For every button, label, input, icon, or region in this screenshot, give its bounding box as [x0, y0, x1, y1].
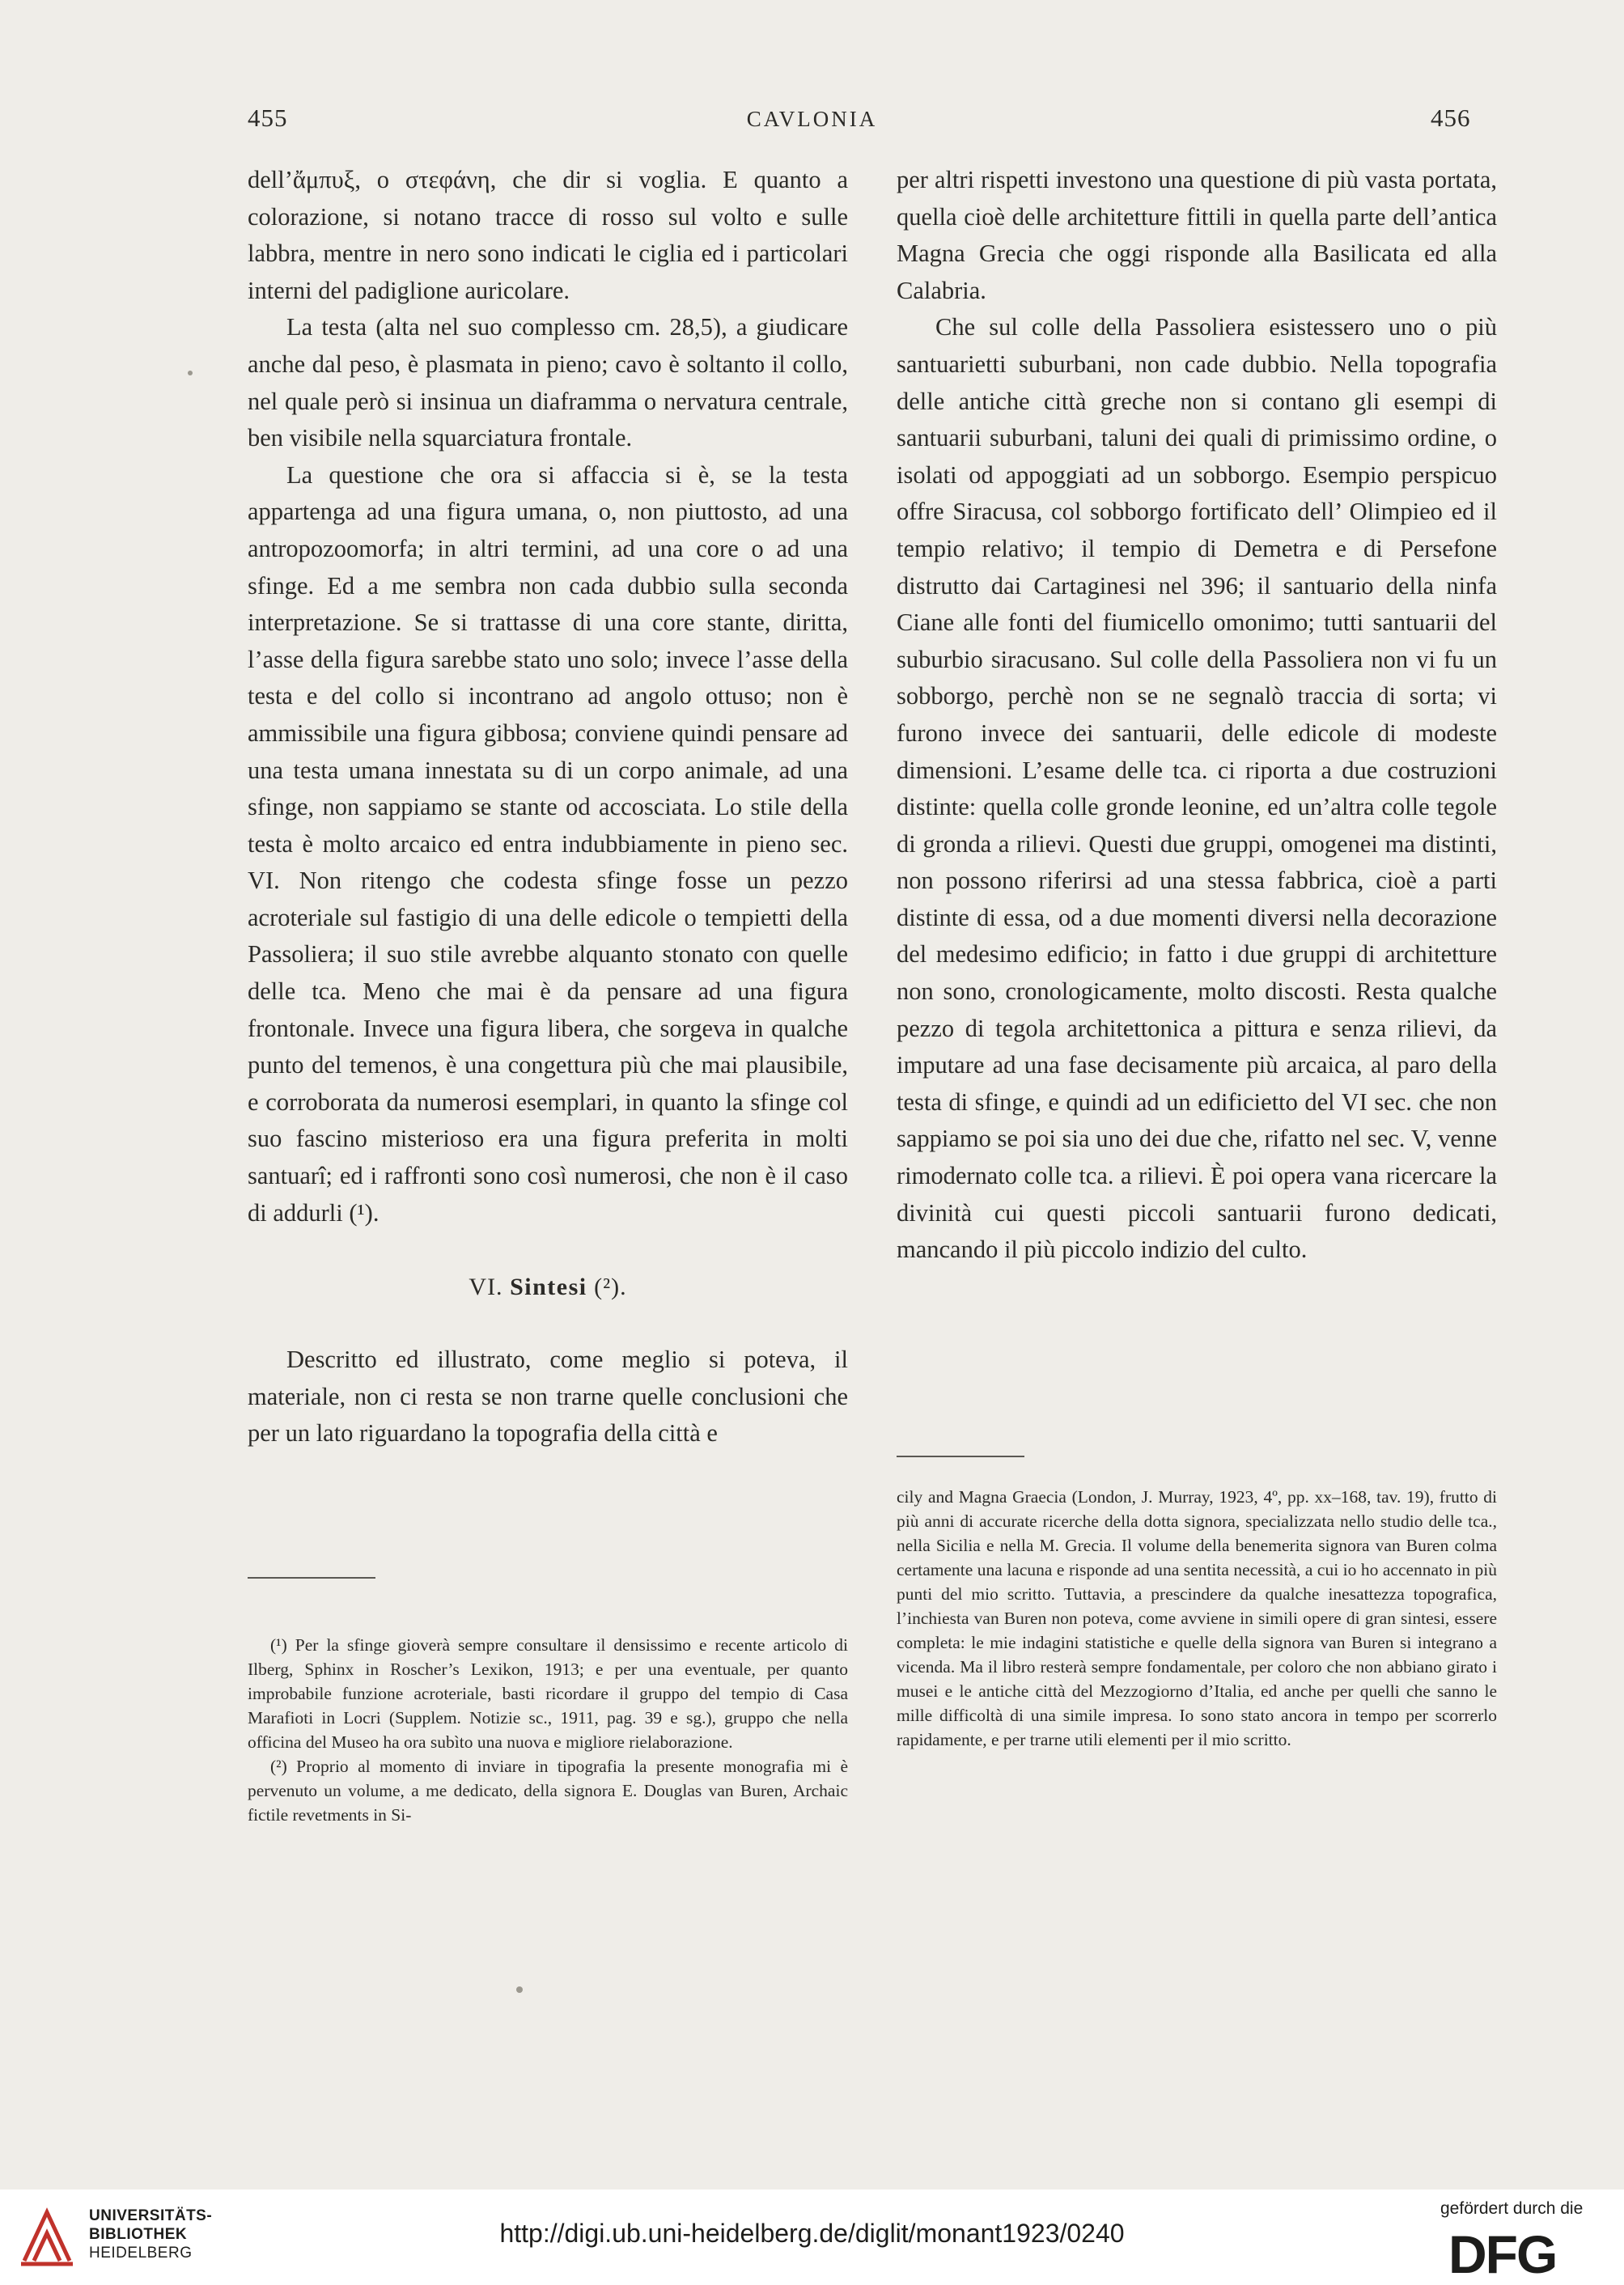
- paragraph: La questione che ora si affaccia si è, se la testa appartenga ad una figura umana, o, non piuttosto, ad una antropozoomorfa; in altri termini, ad una core o ad una sfinge. Ed a me sembra non cada dubbio sulla seconda interpretazione. Se si trattasse di una core stante, diritta, l’asse della figura sarebbe stato uno solo; invece l’asse della testa e del collo si incontrano ad angolo ottuso; non è ammissibile una figura gibbosa; conviene quindi pensare ad una testa umana innestata su di un corpo animale, ad una sfinge, non sappiamo se stante od accosciata. Lo stile della testa è molto arcaico ed entra indubbiamente in pieno sec. VI. Non ritengo che codesta sfinge fosse un pezzo acroteriale sul fastigio di una delle edicole o tempietti della Passoliera; il suo stile avrebbe alquanto stonato con quelle delle tca. Meno che mai è da pensare ad una figura frontonale. Invece una figura libera, che sorgeva in qualche punto del temenos, è una congettura più che mai plausibile, e corroborata da numerosi esemplari, in quanto la sfinge col suo fascino misterioso era una figura preferita in molti santuarî; ed i raffronti sono così numerosi, che non è il caso di addurli (¹).: [248, 460, 848, 1227]
- section-note-ref: (²).: [594, 1274, 627, 1301]
- paragraph: per altri rispetti investono una questione di più vasta portata, quella cioè delle architetture fittili in quella parte dell’antica Magna Grecia che oggi risponde alla Basilicata ed alla Calabria.: [897, 166, 1497, 304]
- paragraph: Che sul colle della Passoliera esistessero uno o più santuarietti suburbani, non cade dubbio. Nella topografia delle antiche città greche non si contano gli esempi di santuarii suburbani, taluni dei quali di primissimo ordine, o isolati od appoggiati ad un sobborgo. Esempio perspicuo offre Siracusa, col sobborgo fortificato dell’ Olimpieo ed il tempio relativo; il tempio di Demetra e di Persefone distrutto dai Cartaginesi nel 396; il santuario della ninfa Ciane alle fonti del fiumicello omonimo; tutti santuarii del suburbio siracusano. Sul colle della Passoliera non vi fu un sobborgo, perchè non se ne segnalò traccia di sorta; vi furono invece dei santuarii, delle edicole di modeste dimensioni. L’esame delle tca. ci riporta a due costruzioni distinte: quella colle gronde leonine, ed un’altra colle tegole di gronda a rilievi. Questi due gruppi, omogenei ma distinti, non possono riferirsi ad una stessa fabbrica, cioè a parti distinte di essa, od a due momenti diversi nella decorazione del medesimo edificio; in fatto i due gruppi di architetture non sono, cronologicamente, molto discosti. Resta qualche pezzo di tegola architettonica a pittura e senza rilievi, da imputare ad una fase decisamente più arcaica, al paro della testa di sfinge, e quindi ad un edificietto del VI sec. che non sappiamo se poi sia uno dei due che, rifatto nel sec. V, venne rimodernato colle tca. a rilievi. È poi opera vana ricercare la divinità cui questi piccoli santuarii furono dedicati, mancando il più piccolo indizio del culto.: [897, 313, 1497, 1264]
- footnotes-right: [897, 1485, 1497, 1752]
- permalink-url[interactable]: http://digi.ub.uni-heidelberg.de/diglit/monant1923/0240: [499, 2219, 1125, 2248]
- footnotes-left: [248, 1633, 848, 1827]
- scan-speck: [188, 371, 193, 375]
- left-column: [248, 162, 848, 1452]
- scan-speck: [516, 1986, 523, 1993]
- library-name-line2: BIBLIOTHEK: [89, 2226, 188, 2243]
- paragraph: Descritto ed illustrato, come meglio si poteva, il materiale, non ci resta se non trarne quelle conclusioni che per un lato riguardano la topografia della città e: [248, 1346, 848, 1448]
- paragraph: La testa (alta nel suo complesso cm. 28,5), a giudicare anche dal peso, è plasmata in pieno; cavo è soltanto il collo, nel quale però si insinua un diaframma o nervatura centrale, ben visibile nella squarciatura frontale.: [248, 313, 848, 452]
- funding-caption: gefördert durch die: [1440, 2199, 1584, 2218]
- footnote-continuation: cily and Magna Graecia (London, J. Murray, 1923, 4º, pp. xx–168, tav. 19), frutto di più anni di accurate ricerche della dotta signora, specializzata nello studio delle tca., nella Sicilia e nella M. Grecia. Il volume della benemerita signora van Buren colma certamente una lacuna e risponde ad una sentita necessità, a cui io ho accennato in più punti del mio scritto. Tuttavia, a prescindere da qualche inesattezza topografica, l’inchiesta van Buren non poteva, come avviene in simili opere di gran sintesi, essere completa: le mie indagini statistiche e quelle della signora van Buren si integrano a vicenda. Ma il libro resterà sempre fondamentale, per coloro che non abbiano girato i musei e le antiche città del Mezzogiorno d’Italia, ed anche per quelli che sanno le mille difficoltà di una simile impresa. Io sono stato ancora in tempo per scorrerlo rapidamente, e per trarne utili elementi per il mio scritto.: [897, 1487, 1497, 1749]
- library-name-line1: UNIVERSITÄTS-: [89, 2207, 213, 2224]
- right-column: [897, 162, 1497, 1269]
- running-title: CAVLONIA: [746, 107, 878, 131]
- footnote: (²) Proprio al momento di inviare in tipografia la presente monografia mi è pervenuto un volume, a me dedicato, della signora E. Douglas van Buren, Archaic fictile revetments in Si-: [248, 1757, 848, 1825]
- footnote-rule: [248, 1577, 375, 1579]
- library-name-line3: HEIDELBERG: [89, 2245, 193, 2262]
- footnote-rule: [897, 1456, 1024, 1457]
- section-number: VI.: [469, 1274, 503, 1301]
- section-heading: [248, 1274, 848, 1301]
- page-number-left: 455: [248, 104, 288, 132]
- section-title: Sintesi: [510, 1274, 587, 1301]
- paragraph: dell’ἄμπυξ, o στεφάνη, che dir si voglia. E quanto a colorazione, si notano tracce di rosso sul volto e sulle labbra, mentre in nero sono indicati le ciglia ed i particolari interni del padiglione auricolare.: [248, 166, 848, 304]
- footnote: (¹) Per la sfinge gioverà sempre consultare il densissimo e recente articolo di Ilberg, Sphinx in Roscher’s Lexikon, 1913; e per una eventuale, per quanto improbabile funzione acroteriale, basti ricordare il gruppo del tempio di Casa Marafioti in Locri (Supplem. Notizie sc., 1911, pag. 39 e sg.), gruppo che nella officina del Museo ha ora subìto una nuova e migliore rielaborazione.: [248, 1635, 848, 1752]
- dfg-logo: DFG: [1448, 2224, 1557, 2284]
- page-number-right: 456: [1431, 104, 1471, 132]
